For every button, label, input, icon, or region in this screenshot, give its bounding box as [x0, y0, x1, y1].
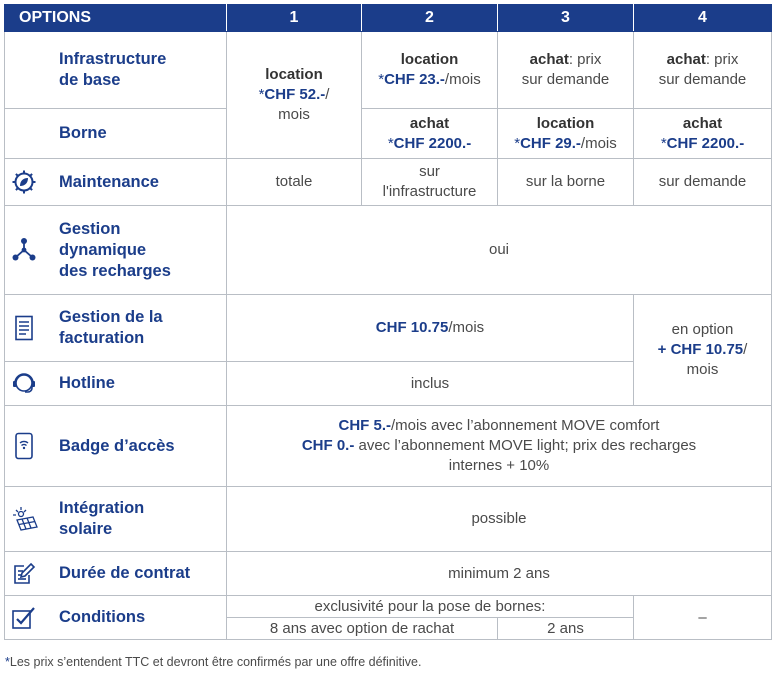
borne-option2-star: * — [387, 134, 394, 152]
facturation-option4-unit: mois — [686, 361, 719, 378]
row-label-badge — [5, 406, 227, 487]
cell-infra-option2 — [362, 32, 498, 109]
infra-option3-word: achat — [529, 51, 569, 68]
infra-option2-word: location — [400, 51, 459, 68]
row-conditions-top — [5, 596, 772, 618]
maintenance-option2-line2: l'infrastructure — [382, 183, 477, 200]
footnote-text: Les prix s’entendent TTC et devront être confirmés par une offre définitive. — [9, 655, 422, 669]
cell-borne-option2 — [362, 109, 498, 159]
infra-option4-line2: sur demande — [658, 71, 747, 88]
cell-conditions-left: 8 ans avec option de rachat — [227, 618, 498, 640]
badge-line2-price: CHF 0.- — [301, 437, 355, 454]
borne-option3-word: location — [536, 114, 595, 132]
duree-label: Durée de contrat — [59, 564, 191, 582]
headset-icon — [5, 371, 43, 397]
row-label-solaire — [5, 487, 227, 552]
facturation-unit: /mois — [448, 319, 485, 336]
infra-option3-rest: : prix — [568, 51, 602, 68]
gestion-dynamique-label-line2: dynamique — [59, 240, 147, 259]
footnote-star: * — [5, 655, 10, 669]
gestion-dynamique-label-line3: des recharges — [59, 261, 171, 280]
row-label-gestion-dynamique — [5, 206, 227, 295]
cell-conditions-right: 2 ans — [498, 618, 634, 640]
solaire-label-line1: Intégration — [59, 499, 145, 517]
checkbox-icon — [5, 606, 43, 630]
row-label-infrastructure — [5, 32, 227, 109]
cell-hotline-value: inclus — [227, 362, 634, 406]
badge-line3: internes + 10% — [448, 457, 550, 474]
cell-badge-value — [227, 406, 772, 487]
cell-gestion-dynamique-value: oui — [227, 206, 772, 295]
infra-option1-star: * — [258, 86, 265, 103]
hotline-label: Hotline — [59, 374, 115, 392]
badge-line1-rest: /mois avec l’abonnement MOVE comfort — [391, 417, 660, 434]
options-table — [4, 4, 772, 640]
facturation-option4-line1: en option — [671, 321, 734, 338]
infra-option1-price: CHF 52.- — [264, 86, 326, 103]
row-label-maintenance — [5, 159, 227, 206]
infra-option4-word: achat — [666, 51, 706, 68]
solaire-label-line2: solaire — [59, 520, 113, 538]
cell-conditions-option4: – — [634, 596, 772, 640]
row-duree — [5, 552, 772, 596]
header-row — [5, 5, 772, 32]
row-label-facturation — [5, 295, 227, 362]
cell-borne-option4 — [634, 109, 772, 159]
row-borne — [5, 109, 772, 159]
header-option-4: 4 — [634, 5, 772, 32]
row-label-duree — [5, 552, 227, 596]
cell-infra-borne-option1 — [227, 32, 362, 159]
infra-option1-unit: mois — [278, 106, 310, 123]
cell-borne-option3 — [498, 109, 634, 159]
badge-card-icon — [5, 432, 43, 460]
borne-option4-star: * — [660, 134, 667, 152]
footnote — [5, 655, 421, 669]
row-badge — [5, 406, 772, 487]
borne-option3-star: * — [514, 134, 521, 152]
cell-maintenance-option2 — [362, 159, 498, 206]
row-label-hotline — [5, 362, 227, 406]
facturation-option4-price: + CHF 10.75 — [657, 341, 744, 358]
infra-option3-line2: sur demande — [521, 71, 610, 88]
cell-maintenance-option3: sur la borne — [498, 159, 634, 206]
badge-line1-price: CHF 5.- — [338, 417, 392, 434]
row-infrastructure — [5, 32, 772, 109]
infrastructure-label-line1: Infrastructure — [59, 50, 167, 68]
header-option-2: 2 — [362, 5, 498, 32]
infra-option4-rest: : prix — [705, 51, 739, 68]
cell-infra-option4 — [634, 32, 772, 109]
row-label-borne — [5, 109, 227, 159]
facturation-option4-slash: / — [743, 341, 748, 358]
row-gestion-dynamique — [5, 206, 772, 295]
network-icon — [5, 237, 43, 263]
row-maintenance — [5, 159, 772, 206]
maintenance-label: Maintenance — [59, 172, 159, 191]
infra-option2-unit: /mois — [444, 71, 481, 88]
borne-label: Borne — [59, 124, 107, 142]
facturation-price: CHF 10.75 — [375, 319, 449, 336]
conditions-label: Conditions — [59, 608, 146, 626]
gestion-dynamique-label-line1: Gestion — [59, 219, 121, 238]
cell-maintenance-option1: totale — [227, 159, 362, 206]
borne-option2-word: achat — [409, 114, 450, 132]
gear-leaf-icon — [5, 169, 43, 195]
cell-conditions-top: exclusivité pour la pose de bornes: — [227, 596, 634, 618]
header-option-3: 3 — [498, 5, 634, 32]
borne-option2-price: CHF 2200.- — [393, 134, 472, 152]
header-options: OPTIONS — [5, 5, 227, 32]
badge-label: Badge d’accès — [59, 436, 175, 455]
facturation-label-line2: facturation — [59, 329, 145, 347]
solar-panel-icon — [5, 506, 43, 532]
infrastructure-label-line2: de base — [59, 71, 121, 89]
maintenance-option2-line1: sur — [419, 163, 440, 180]
badge-line2-rest: avec l’abonnement MOVE light; prix des recharges — [354, 437, 697, 454]
borne-option3-unit: /mois — [580, 134, 617, 152]
infra-option1-word: location — [265, 66, 323, 83]
cell-maintenance-option4: sur demande — [634, 159, 772, 206]
cell-facturation-options1-3 — [227, 295, 634, 362]
cell-duree-value: minimum 2 ans — [227, 552, 772, 596]
pencil-document-icon — [5, 562, 43, 586]
infra-option2-price: CHF 23.- — [384, 71, 445, 88]
document-icon — [5, 315, 43, 341]
borne-option4-word: achat — [682, 114, 723, 132]
infra-option2-star: * — [378, 71, 385, 88]
header-option-1: 1 — [227, 5, 362, 32]
cell-facturation-hotline-option4 — [634, 295, 772, 406]
cell-infra-option3 — [498, 32, 634, 109]
borne-option3-price: CHF 29.- — [520, 134, 581, 152]
cell-solaire-value: possible — [227, 487, 772, 552]
facturation-label-line1: Gestion de la — [59, 308, 163, 326]
row-solaire — [5, 487, 772, 552]
row-facturation — [5, 295, 772, 362]
row-label-conditions — [5, 596, 227, 640]
borne-option4-price: CHF 2200.- — [666, 134, 745, 152]
infra-option1-slash: / — [325, 86, 330, 103]
